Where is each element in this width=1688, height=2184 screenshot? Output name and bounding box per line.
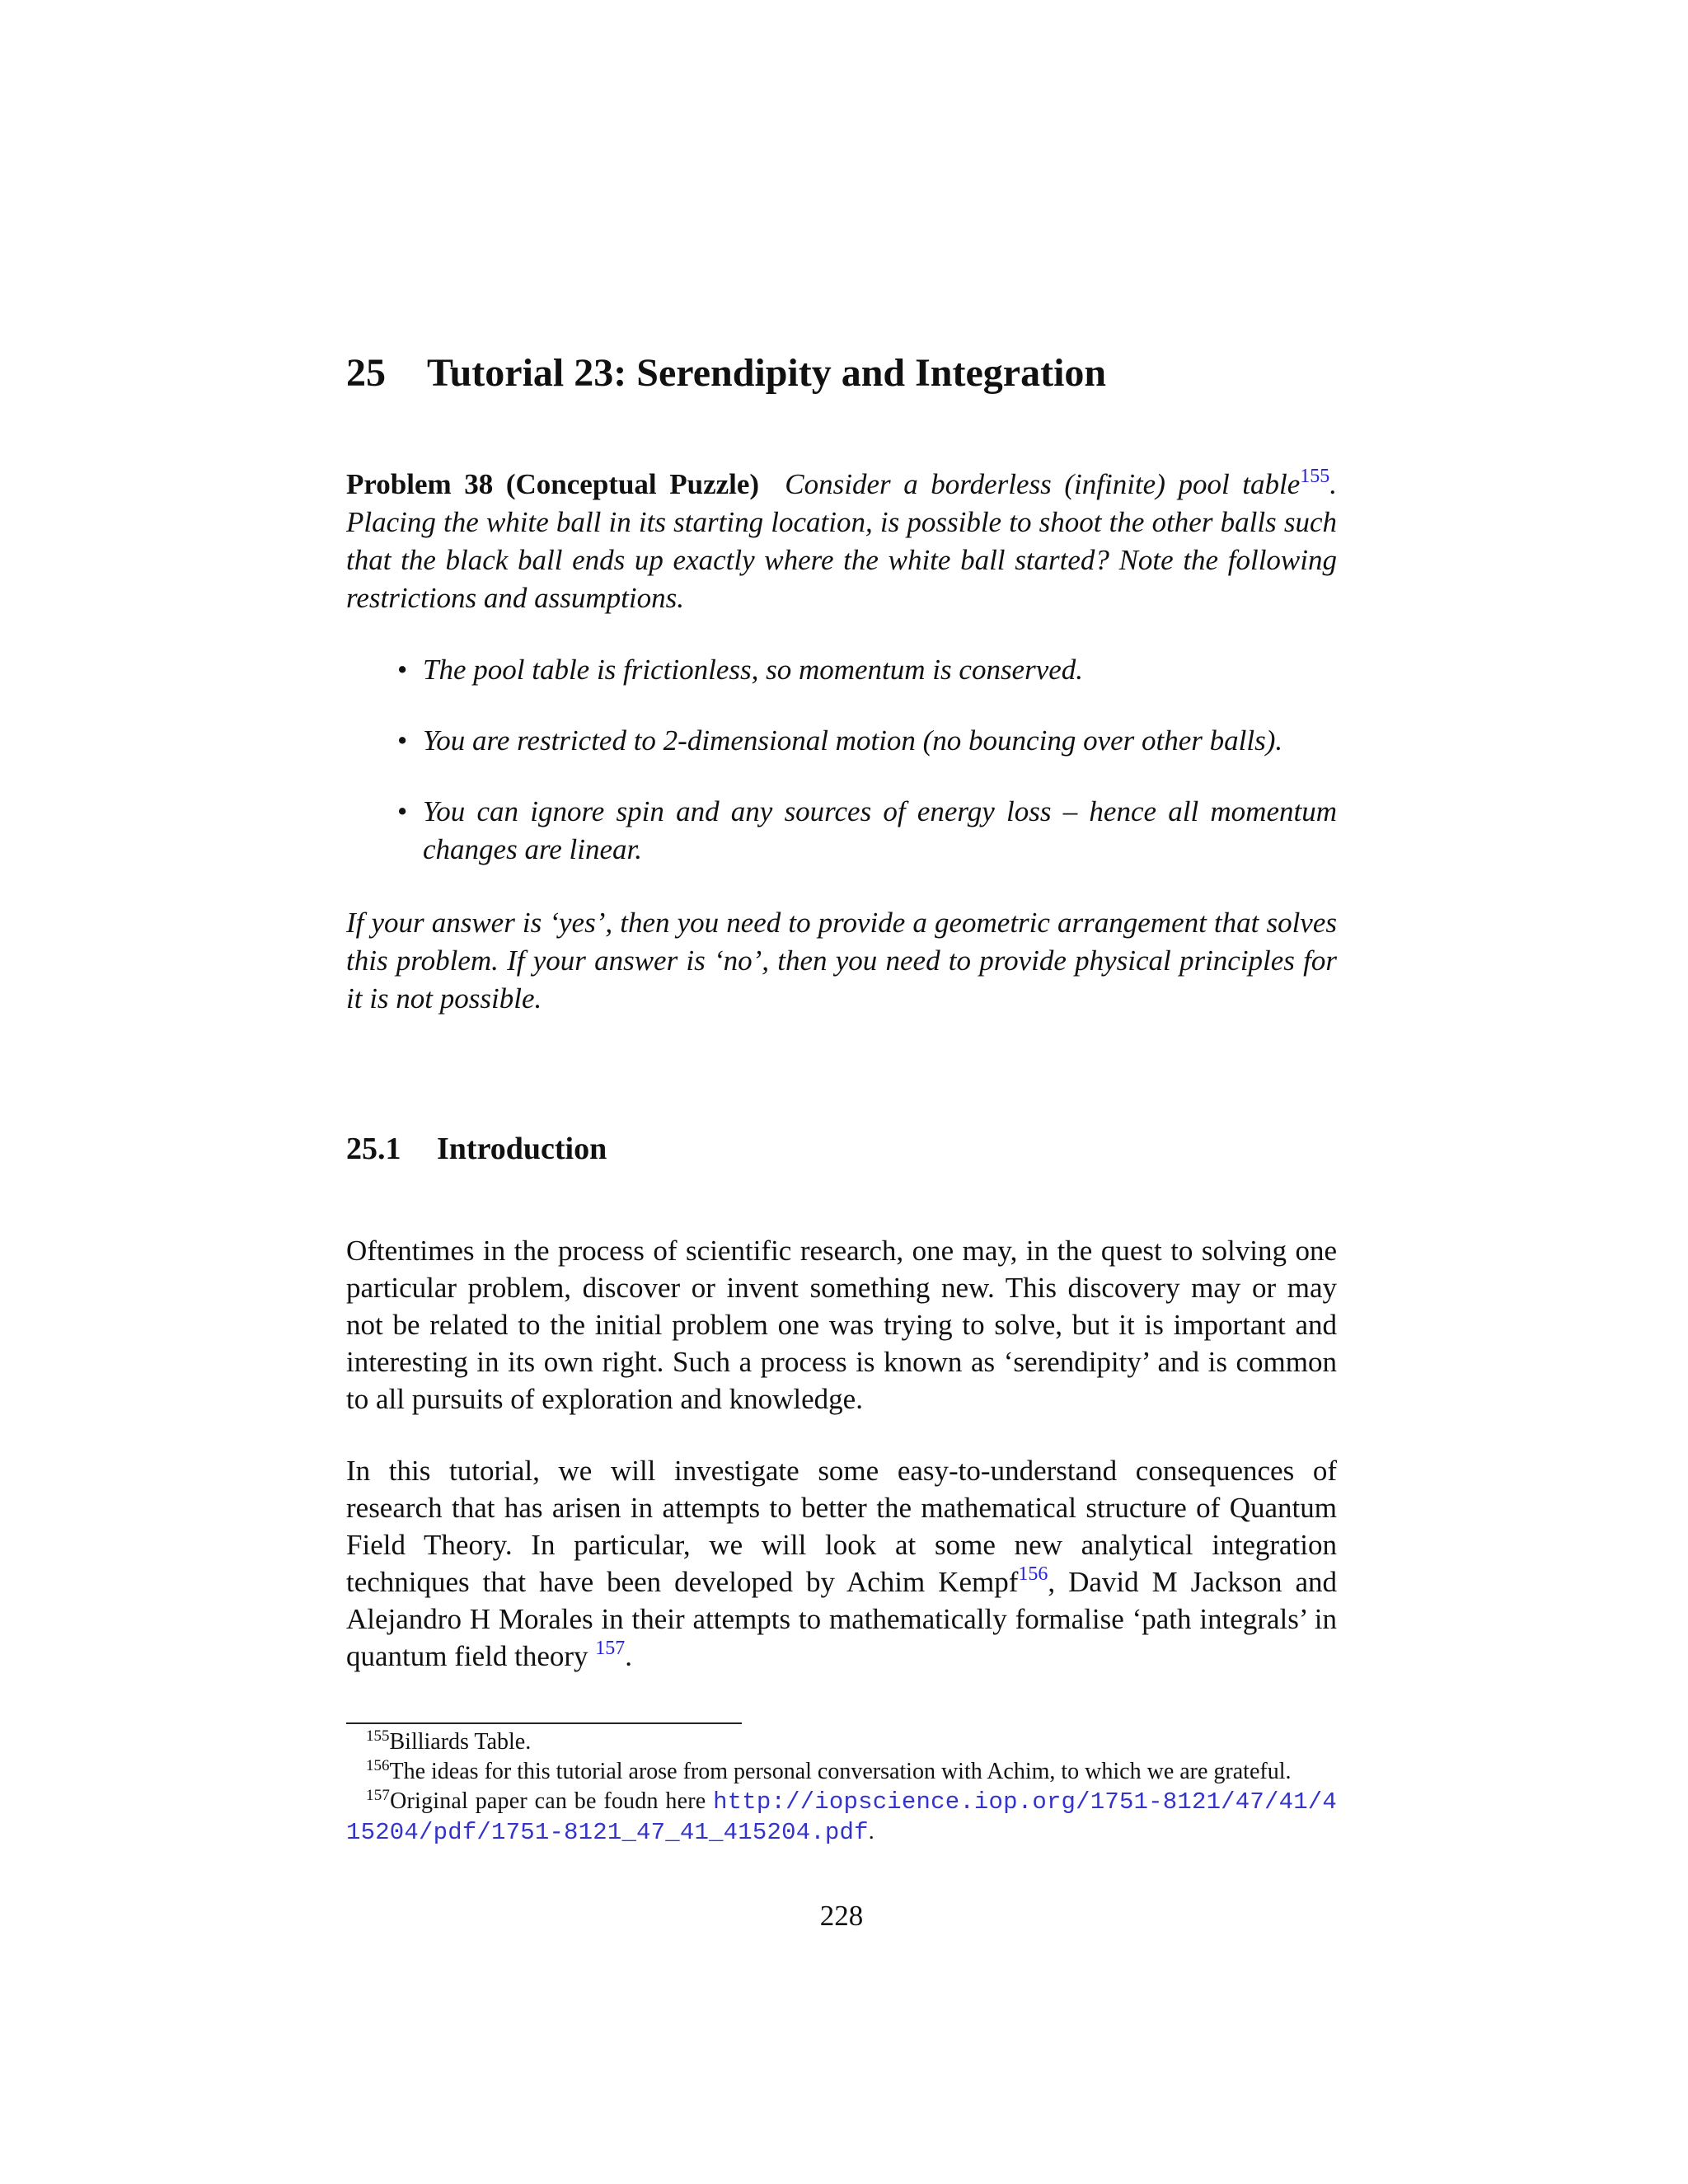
footnote-157 (346, 1787, 1337, 1848)
chapter-title (346, 350, 1106, 396)
section-title (346, 1131, 607, 1167)
footnote-mark: 157 (366, 1787, 391, 1804)
assumption-text: The pool table is frictionless, so momentum is conserved. (423, 654, 1084, 686)
list-item (346, 722, 1337, 760)
footnote-mark: 156 (366, 1757, 390, 1774)
document-page (346, 0, 1337, 2184)
footnote-ref-155[interactable]: 155 (1300, 466, 1330, 487)
list-item (346, 793, 1337, 869)
footnote-155 (346, 1727, 1337, 1757)
problem-assumptions-list (346, 651, 1337, 902)
paragraph-2-part1: In this tutorial, we will investigate some easy-to-understand consequences of research that has arisen in attempts to better the mathematical structure of Quantum Field Theory. In particular, we will look at some new analytical integration techniques that have been developed by Achim Kempf (346, 1455, 1337, 1598)
problem-closing: If your answer is ‘yes’, then you need to provide a geometric arrangement that solves this problem. If your answer is ‘no’, then you need to provide physical principles for it is not possible. (346, 907, 1337, 1015)
footnote-after: . (868, 1819, 874, 1844)
footnote-text: The ideas for this tutorial arose from personal conversation with Achim, to which we are grateful. (389, 1759, 1292, 1784)
footnote-mark: 155 (366, 1727, 390, 1745)
list-item (346, 651, 1337, 689)
chapter-number: 25 (346, 351, 386, 395)
bullet-icon: • (397, 724, 408, 757)
page-number: 228 (819, 1900, 864, 1932)
footnote-divider (346, 1722, 742, 1724)
assumption-text: You can ignore spin and any sources of energy loss – hence all momentum changes are linear. (423, 795, 1337, 865)
assumption-text: You are restricted to 2-dimensional motion (no bouncing over other balls). (423, 724, 1283, 757)
bullet-icon: • (397, 654, 408, 686)
body-paragraph-2 (346, 1452, 1337, 1675)
paragraph-2-part2: , David M Jackson and Alejandro H Morales in their attempts to mathematically formalise ‘path integrals’ in quantum field theory (346, 1566, 1337, 1672)
section-title-text: Introduction (437, 1132, 607, 1166)
footnote-156 (346, 1757, 1337, 1787)
bullet-icon: • (397, 795, 408, 827)
chapter-title-text: Tutorial 23: Serendipity and Integration (427, 351, 1107, 395)
paper-link[interactable]: http://iopscience.iop.org/1751-8121/47/41/415204/pdf/1751-8121_47_41_415204.pdf (346, 1788, 1337, 1846)
problem-intro-part1: Consider a borderless (infinite) pool table (785, 468, 1301, 500)
footnote-text: Billiards Table. (389, 1729, 532, 1755)
footnotes (346, 1727, 1337, 1848)
paragraph-2-part3: . (625, 1640, 633, 1672)
problem-statement (346, 466, 1337, 617)
footnote-ref-157[interactable]: 157 (595, 1638, 626, 1659)
footnote-text: Original paper can be foudn here (390, 1788, 714, 1814)
problem-intro-part2: . Placing the white ball in its starting location, is possible to shoot the other balls such that the black ball ends up exactly where the white ball started? Note the following restrictions and assumptions. (346, 468, 1338, 614)
body-paragraph-1: Oftentimes in the process of scientific research, one may, in the quest to solving one particular problem, discover or invent something new. This discovery may or may not be related to the initial problem one was trying to solve, but it is important and interesting in its own right. Such a process is known as ‘serendipity’ and is common to all pursuits of exploration and knowledge. (346, 1235, 1337, 1415)
footnote-ref-156[interactable]: 156 (1018, 1563, 1048, 1585)
problem-heading: Problem 38 (Conceptual Puzzle) (346, 468, 760, 500)
section-number: 25.1 (346, 1132, 401, 1166)
